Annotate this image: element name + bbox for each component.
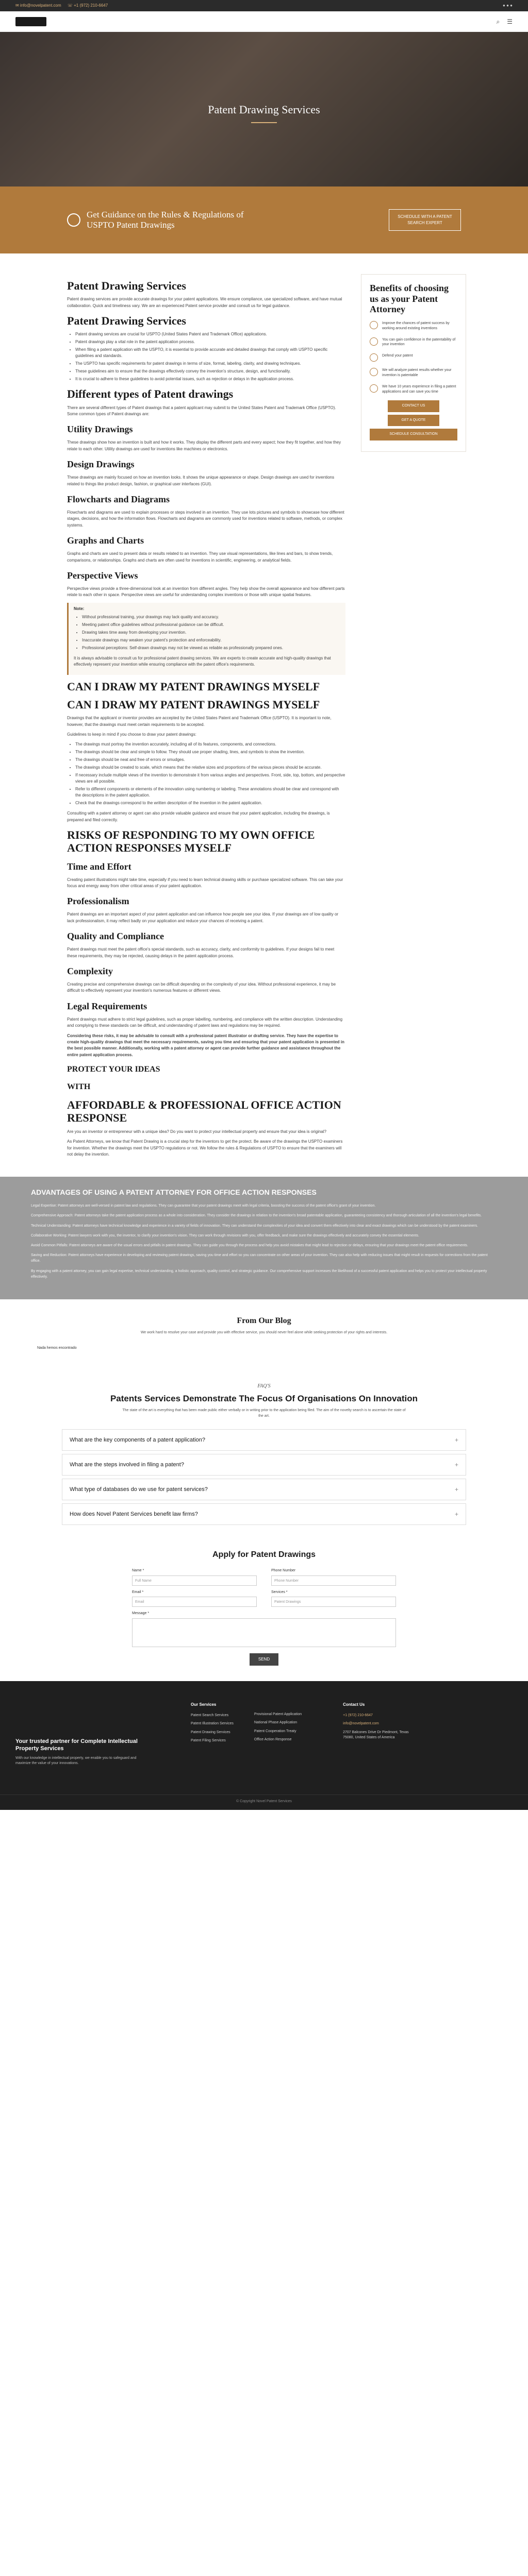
benefit-text: Improve the chances of patent success by working around existing inventions	[382, 321, 450, 330]
graphs-text: Graphs and charts are used to present data or results related to an invention. They use visual representations, like lines and bars, to show trends, comparisons, or relationships. Graphs and charts are often used for inventions in scientific, engineering, or analytical fields.	[67, 551, 333, 563]
list-item: • The drawings should be neat and free of errors or smudges.	[75, 757, 345, 763]
benefits-title: Benefits of choosing us as your Patent Attorney	[370, 283, 449, 315]
footer-link[interactable]: National Phase Application	[254, 1721, 298, 1725]
list-item: • Without professional training, your drawings may lack quality and accuracy.	[82, 614, 340, 620]
footer	[0, 1681, 528, 1810]
footer-link[interactable]: Patent Illustration Services	[191, 1722, 234, 1726]
types-text: There are several different types of Patent drawings that a patent applicant may submit to the United States Patent and Trademark Office (USPTO). Some common types of Patent drawings are:	[67, 405, 336, 417]
advantage-para: Technical Understanding: Patent attorneys have technical knowledge and experience in a variety of fields of innovation. They can understand the complexities of your idea and convert them effectively into clear and exact drawings which can be understood by the patent examiners.	[31, 1224, 478, 1228]
benefit-item	[370, 321, 457, 331]
guidance-icon	[67, 213, 80, 227]
cta-band	[0, 187, 528, 253]
top-bar	[0, 0, 528, 11]
faq-title: Patents Services Demonstrate The Focus Of Organisations On Innovation	[110, 1393, 418, 1403]
faq-question: What are the steps involved in filing a patent?	[70, 1462, 184, 1468]
intro-heading: Patent Drawing Services	[67, 279, 186, 292]
protect-text-2: As Patent Attorneys, we know that Patent Drawing is a crucial step for the inventors to get the protect. Be aware of the drawings the USPTO examiners for invention. Whether the drawings meet the USPTO regulations or not. We follow the rules & Regulations of USPTO to ensure that the examiners will not delay the invention.	[67, 1139, 343, 1157]
schedule-consult-button[interactable]: SCHEDULE CONSULTATION	[370, 429, 457, 440]
can-heading-2: CAN I DRAW MY PATENT DRAWINGS MYSELF	[67, 698, 320, 711]
blog-title: From Our Blog	[237, 1316, 291, 1325]
benefit-text: Defend your patent	[382, 354, 413, 358]
email-input[interactable]: Email	[132, 1597, 257, 1607]
prof-heading: Professionalism	[67, 896, 129, 907]
faq-label: FAQ'S	[257, 1383, 271, 1389]
check-icon	[370, 321, 378, 329]
faq-item[interactable]	[62, 1503, 466, 1525]
protect-heading: PROTECT YOUR IDEAS	[67, 1065, 160, 1074]
footer-link[interactable]: Office Action Response	[254, 1738, 292, 1742]
affordable-heading: AFFORDABLE & PROFESSIONAL OFFICE ACTION RESPONSE	[67, 1098, 341, 1125]
can-text: Drawings that the applicant or inventor provides are accepted by the United States Patent and Trademark Office (USPTO). It is important to note, however, that the drawings must meet certain requirements to be accepted.	[67, 716, 332, 727]
list-item: • Patent drawing services are crucial for USPTO (United States Patent and Trademark Office) applications.	[75, 331, 345, 337]
list-item: • It is crucial to adhere to these guidelines to avoid potential issues, such as rejection or delays in the application process.	[75, 376, 345, 382]
logo[interactable]	[15, 17, 46, 26]
faq-item[interactable]	[62, 1479, 466, 1500]
list-item: • Inaccurate drawings may weaken your patent's protection and enforceability.	[82, 637, 340, 643]
advantage-para: Comprehensive Approach: Patent attorneys take the patent application process as a whole into consideration. They consider the drawings in relation to the invention's broad patentable application, guaranteeing consistency and thorough articulation of all the invention's legal benefits.	[31, 1214, 482, 1218]
phone-label: Phone Number	[271, 1569, 296, 1573]
check-icon	[370, 368, 378, 376]
footer-link[interactable]: Patent Drawing Services	[191, 1730, 230, 1734]
hero-banner	[0, 32, 528, 187]
contact-button[interactable]: CONTACT US	[388, 400, 439, 412]
list-item: • If necessary include multiple views of the invention to demonstrate it from various angles and perspectives. Front, side, top, bottom, and perspective views are all possible.	[75, 772, 345, 785]
quote-button[interactable]: GET A QUOTE	[388, 415, 439, 427]
guide-text: Guidelines to keep in mind if you choose to draw your patent drawings:	[67, 732, 196, 737]
services-col-title: Our Services	[191, 1702, 217, 1707]
time-text: Creating patent illustrations might take time, especially if you need to learn technical drawing skills or purchase specialized software. This can take your focus and energy away from other critical areas of your patent application.	[67, 877, 343, 889]
legal-text: Patent drawings must adhere to strict legal guidelines, such as proper labelling, numbering, and compliance with the written description. Understanding and complying to these standards can be difficult, and understanding of patent laws and regulations may be required.	[67, 1016, 343, 1028]
top-phone[interactable]: ☏ +1 (972) 210-6647	[67, 3, 108, 8]
top-contacts	[15, 3, 113, 9]
list-item: • When filing a patent application with the USPTO, it is essential to provide accurate and detailed drawings that comply with USPTO specific guidelines and standards.	[75, 347, 345, 359]
faq-question: How does Novel Patent Services benefit law firms?	[70, 1511, 198, 1518]
advantage-para: Saving and Reduction: Patent attorneys have experience in developing and reviewing patent drawings, saving you time and effort so you can concentrate on other areas of your invention. They can also help with reducing issues that might result in requests for corrections from the patent office.	[31, 1253, 488, 1263]
send-button[interactable]: SEND	[250, 1653, 278, 1666]
complexity-heading: Complexity	[67, 966, 113, 977]
plus-icon: +	[454, 1436, 458, 1444]
considering-text: Considering these risks, it may be advisable to consult with a professional patent illustrator or drafting service. They have the expertise to create high-quality drawings that meet the necessary requirements, saving you time and ensuring that your patent application is presented in the best possible manner. Additionally, working with a patent attorney or agent can provide further guidance and assistance throughout the entire patent application process.	[67, 1033, 344, 1057]
can-heading-1: CAN I DRAW MY PATENT DRAWINGS MYSELF	[67, 680, 320, 693]
social-icons[interactable]: ● ● ●	[503, 3, 513, 8]
phone-input[interactable]: Phone Number	[271, 1575, 396, 1586]
contact-col-title: Contact Us	[343, 1702, 365, 1707]
list-item: • Check that the drawings correspond to the written description of the invention in the patent application.	[75, 800, 345, 806]
risks-heading: RISKS OF RESPONDING TO MY OWN OFFICE ACTION RESPONSES MYSELF	[67, 828, 315, 855]
footer-link[interactable]: Patent Search Services	[191, 1713, 229, 1717]
menu-icon[interactable]: ☰	[507, 18, 513, 25]
footer-address: 2707 Balcones Drive Dr Piedmont, Texas 75080, United States of America	[343, 1730, 409, 1740]
list-item: • The drawings should be clear and simple to follow. They should use proper shading, lines, and symbols to show the invention.	[75, 749, 345, 755]
cta-title: Get Guidance on the Rules & Regulations of USPTO Patent Drawings	[87, 209, 244, 230]
footer-link[interactable]: Patent Filing Services	[191, 1739, 226, 1743]
advantage-para: By engaging with a patent attorney, you can gain legal expertise, technical understanding, a holistic approach, quality control, and strategic guidance. Our comprehensive support increases the likelihood of a successful patent application and helps you to protect your intellectual property effectively.	[31, 1269, 487, 1279]
utility-heading: Utility Drawings	[67, 424, 133, 435]
list-item: • These guidelines aim to ensure that the drawings effectively convey the invention's structure, design, and functionality.	[75, 368, 345, 375]
note-end: It is always advisable to consult us for professional patent drawing services. We are experts to create accurate and high-quality drawings that effectively represent your invention while ensuring compliance with the patent office's requirements.	[74, 655, 331, 667]
note-box	[67, 603, 345, 675]
trusted-title: Your trusted partner for Complete Intellectual Property Services	[15, 1738, 138, 1752]
name-input[interactable]: Full Name	[132, 1575, 257, 1586]
list-item: • The drawings should be created to scale, which means that the relative sizes and proportions of the various pieces should be accurate.	[75, 765, 345, 771]
blog-section	[0, 1299, 528, 1367]
note-label: Note:	[74, 606, 85, 611]
benefit-item	[370, 353, 457, 362]
consult-text: Consulting with a patent attorney or agent can also provide valuable guidance and ensure that your patent application, including the drawings, is prepared and filed correctly.	[67, 811, 330, 822]
benefit-text: We have 10 years experience in filing a patent applications and can save you time	[382, 384, 456, 394]
list-item: • Refer to different components or elements of the innovation using numbering or labeling. These annotations should be clear and correspond with the descriptions in the patent application.	[75, 786, 345, 799]
faq-item[interactable]	[62, 1454, 466, 1476]
service-select[interactable]: Patent Drawings	[271, 1597, 396, 1607]
blog-not-found: Nada hemos encontrado	[37, 1346, 77, 1350]
types-heading: Different types of Patent drawings	[67, 387, 234, 401]
advantages-section	[0, 1177, 528, 1299]
page-title: Patent Drawing Services	[208, 103, 320, 116]
benefit-item	[370, 337, 457, 348]
blog-desc: We work hard to resolve your case and provide you with effective service, you should never feel alone while seeking protection of your rights and interests.	[140, 1330, 388, 1334]
name-label: Name *	[132, 1569, 144, 1573]
quality-text: Patent drawings must meet the patent office's special standards, such as accuracy, clarity, and conformity to guidelines. If your designs fail to meet these requirements, they may be rejected, causing delays in the patent application process.	[67, 947, 335, 958]
protect-text-1: Are you an inventor or entrepreneur with a unique idea? Do you want to protect your intellectual property and ensure that your idea is original?	[67, 1129, 326, 1134]
trusted-desc: With our knowledge in intellectual property, we enable you to safeguard and maximize the value of your innovations.	[15, 1756, 137, 1766]
advantage-para: Collaborative Working: Patent lawyers work with you, the inventor, to clarify your invention's vision. They can work through revisions with you, offer feedback, and make sure the drawings effectively and accurately convey the essential elements.	[31, 1233, 419, 1238]
footer-link[interactable]: Provisional Patent Application	[254, 1712, 302, 1716]
faq-section	[0, 1367, 528, 1539]
service-label: Services *	[271, 1590, 288, 1594]
benefit-text: We will analyze patent results whether your invention is patentable	[382, 368, 452, 378]
services-list	[75, 331, 345, 382]
graphs-heading: Graphs and Charts	[67, 535, 144, 546]
time-heading: Time and Effort	[67, 861, 131, 872]
plus-icon: +	[454, 1461, 458, 1469]
perspective-heading: Perspective Views	[67, 570, 138, 581]
apply-form	[132, 1568, 396, 1666]
list-item: • Patent drawings play a vital role in the patent application process.	[75, 339, 345, 345]
main-content	[67, 274, 345, 1161]
quality-heading: Quality and Compliance	[67, 931, 164, 942]
schedule-button[interactable]: SCHEDULE WITH A PATENT SEARCH EXPERT	[389, 209, 461, 231]
navbar	[0, 11, 528, 32]
list-item: • Meeting patent office guidelines without professional guidance can be difficult.	[82, 622, 340, 628]
benefits-box	[361, 274, 466, 452]
trusted-block	[15, 1738, 139, 1767]
form-title: Apply for Patent Drawings	[212, 1550, 316, 1560]
advantage-para: Legal Expertise: Patent attorneys are well-versed in patent law and regulations. They can guarantee that your patent drawings meet with legal criteria, boosting the success of the patent office's grant of your invention.	[31, 1204, 376, 1208]
legal-heading: Legal Requirements	[67, 1001, 147, 1011]
faq-item[interactable]	[62, 1429, 466, 1451]
check-icon	[370, 337, 378, 346]
complexity-text: Creating precise and comprehensive drawings can be difficult depending on the complexity of your idea. Without professional experience, it may be difficult to effectively represent your invention's numerous features or different views.	[67, 982, 336, 993]
faq-desc: The state of the art is everything that has been made public either verbally or in writing prior to the application being filed. The aim of the novelty search is to ascertain the state of the art.	[122, 1409, 406, 1418]
message-label: Message *	[132, 1612, 150, 1616]
footer-email[interactable]: info@novelpatent.com	[343, 1722, 379, 1726]
plus-icon: +	[454, 1511, 458, 1518]
list-item: • The USPTO has specific requirements for patent drawings in terms of size, format, labeling, clarity, and drawing techniques.	[75, 361, 345, 367]
advantage-para: Avoid Common Pitfalls: Patent attorneys are aware of the usual errors and pitfalls in patent drawings. They can guide you through the process and help you avoid mistakes that might lead to rejection or delays, ensuring that your drawings meet the patent office requirements.	[31, 1244, 468, 1248]
benefit-text: You can gain confidence in the patentability of your invention	[382, 337, 456, 347]
apply-form-section	[0, 1538, 528, 1681]
check-icon	[370, 384, 378, 393]
message-input[interactable]	[132, 1618, 396, 1647]
flow-heading: Flowcharts and Diagrams	[67, 494, 170, 505]
top-email[interactable]: ✉ info@novelpatent.com	[15, 3, 61, 8]
faq-question: What are the key components of a patent application?	[70, 1437, 205, 1444]
perspective-text: Perspective views provide a three-dimensional look at an invention from different angles. They help show the overall appearance and how different parts relate to each other in space. Perspective views are useful for understanding complex inventions or those with unique spatial features.	[67, 586, 345, 598]
email-label: Email *	[132, 1590, 144, 1594]
services-heading: Patent Drawing Services	[67, 314, 186, 328]
flow-text: Flowcharts and diagrams are used to explain processes or steps involved in an invention. They use lots pictures and symbols to showcase how different stages, decisions, and how the information flows. Flowcharts and diagrams are commonly used for inventions related to software, methods, or complex systems.	[67, 510, 344, 528]
copyright: © Copyright Novel Patent Services	[0, 1794, 528, 1805]
design-heading: Design Drawings	[67, 459, 135, 470]
advantages-title: ADVANTAGES OF USING A PATENT ATTORNEY FOR OFFICE ACTION RESPONSES	[31, 1188, 317, 1197]
utility-text: These drawings show how an invention is built and how it works. They display the different parts and every aspect; how they fit together, and how they relate to each other. Utility drawings are used for inventions like machines or electronics.	[67, 440, 341, 451]
benefit-item	[370, 368, 457, 378]
benefit-item	[370, 384, 457, 395]
footer-phone[interactable]: +1 (972) 210-6647	[343, 1713, 373, 1717]
prof-text: Patent drawings are an important aspect of your patent application and can influence how people see your idea. If your drawings are of low quality or lack professionalism, it may reflect badly on your application and reduce your chances of receiving a patent.	[67, 912, 339, 923]
with-heading: WITH	[67, 1082, 91, 1092]
plus-icon: +	[454, 1486, 458, 1494]
list-item: • Professional perceptions: Self-drawn drawings may not be viewed as reliable as professionally prepared ones.	[82, 645, 340, 651]
intro-text: Patent drawing services are provide accurate drawings for your patent applications. We ensure compliance, use specialized software, and have mutual collaboration. Quick and timeliness vary. We are an experienced Patent service provider and consult us for legal guidance.	[67, 297, 342, 308]
search-icon[interactable]: ⌕	[496, 18, 500, 25]
design-text: These drawings are mainly focused on how an invention looks. It shows the unique appearance or shape. Design drawings are used for inventions related to things like product design, fashion, or graphical user interfaces (GUI).	[67, 475, 335, 486]
title-underline	[251, 122, 277, 123]
footer-link[interactable]: Patent Cooperation Treaty	[254, 1729, 296, 1733]
faq-question: What type of databases do we use for patent services?	[70, 1486, 208, 1493]
check-icon	[370, 353, 378, 362]
list-item: • Drawing takes time away from developing your invention.	[82, 630, 340, 636]
list-item: • The drawings must portray the invention accurately, including all of its features, components, and connections.	[75, 741, 345, 748]
